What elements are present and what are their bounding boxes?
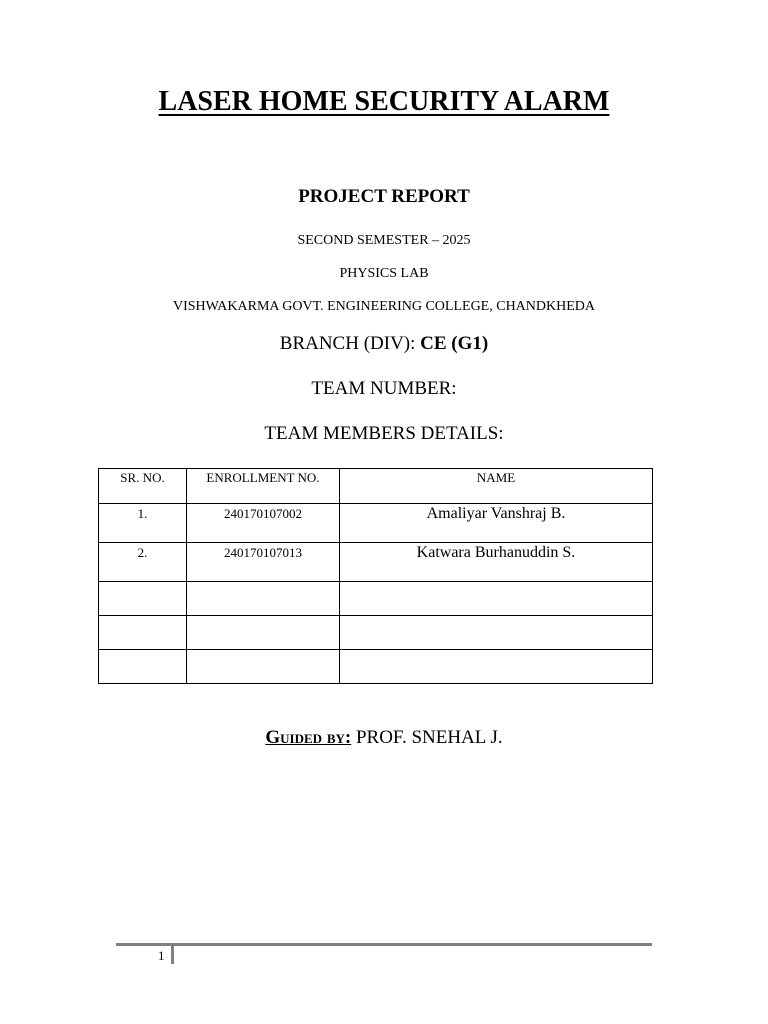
cell-name: Amaliyar Vanshraj B. (340, 504, 653, 543)
report-subtitle: PROJECT REPORT (298, 186, 470, 207)
cell-enrollment-no (187, 650, 340, 684)
table-row (99, 582, 653, 616)
cell-enrollment-no: 240170107002 (187, 504, 340, 543)
cell-sr-no: 1. (99, 504, 187, 543)
page-number-divider (171, 946, 174, 964)
cell-sr-no (99, 582, 187, 616)
table-row (99, 650, 653, 684)
report-title: LASER HOME SECURITY ALARM (158, 86, 610, 117)
cell-name (340, 616, 653, 650)
header-name: NAME (340, 469, 653, 504)
cell-sr-no (99, 650, 187, 684)
guide-name: PROF. SNEHAL J. (355, 727, 503, 748)
cell-name: Katwara Burhanuddin S. (340, 543, 653, 582)
cell-name (340, 582, 653, 616)
table-row (99, 616, 653, 650)
table-header-row (99, 469, 653, 504)
guided-by-label: Guided by: (265, 727, 352, 748)
table-row (99, 543, 653, 582)
team-members-table (98, 468, 653, 684)
header-enrollment-no: ENROLLMENT NO. (187, 469, 340, 504)
cell-enrollment-no (187, 616, 340, 650)
cell-sr-no: 2. (99, 543, 187, 582)
college-line: VISHWAKARMA GOVT. ENGINEERING COLLEGE, CHANDKHEDA (172, 299, 596, 314)
header-sr-no: SR. NO. (99, 469, 187, 504)
branch-label: BRANCH (DIV): (279, 333, 421, 354)
branch-value: CE (G1) (420, 333, 489, 354)
cell-enrollment-no: 240170107013 (187, 543, 340, 582)
team-members-label: TEAM MEMBERS DETAILS: (264, 423, 504, 444)
cell-name (340, 650, 653, 684)
cell-enrollment-no (187, 582, 340, 616)
lab-line: PHYSICS LAB (339, 266, 429, 281)
table-row (99, 504, 653, 543)
footer-divider (116, 943, 652, 946)
page-number: 1 (158, 948, 165, 963)
guided-by-line (0, 727, 768, 749)
team-number-label: TEAM NUMBER: (311, 378, 457, 399)
cell-sr-no (99, 616, 187, 650)
branch-line (0, 333, 768, 355)
semester-line: SECOND SEMESTER – 2025 (297, 233, 471, 248)
